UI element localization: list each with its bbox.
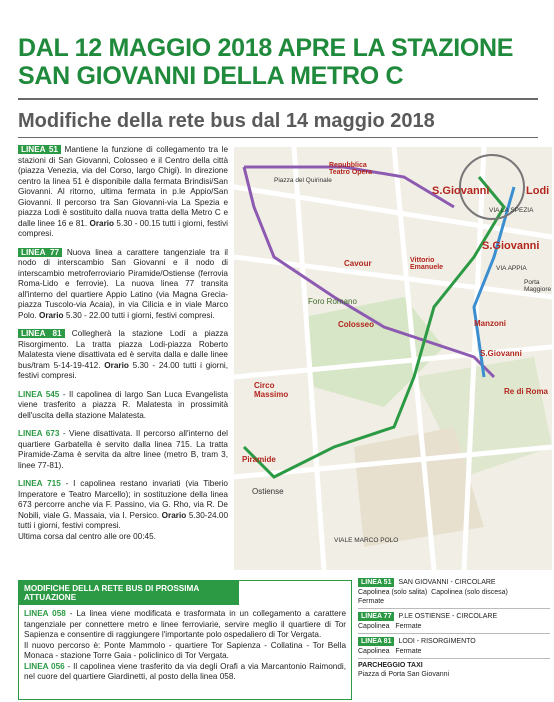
station-repubblica[interactable]: Repubblica Teatro Opera (329, 162, 373, 176)
station-lodi[interactable]: Lodi (526, 185, 550, 197)
legend-line-81-stops: Fermate (395, 648, 422, 655)
line-715-hours-label: Orario (161, 510, 187, 520)
legend-line-51-label: SAN GIOVANNI - CIRCOLARE (398, 579, 496, 586)
subtitle-divider (18, 137, 538, 138)
station-cavour[interactable]: Cavour (344, 259, 372, 268)
legend-line-51-tag: LINEA 51 (358, 578, 394, 587)
legend-taxi-text: Piazza di Porta San Giovanni (358, 671, 450, 678)
line-51-hours-label: Orario (89, 218, 115, 228)
line-77-tag: LINEA 77 (18, 248, 62, 257)
line-058-text: - La linea viene modificata e trasformata in un collegamento a carattere tangenziale per connettere metro e linee ferroviarie, servire meglio il quartiere di Tor Sapienza e consentire di raggiungere l'importante polo ospedaliero di Tor Vergata. (24, 609, 347, 639)
line-changes-list (18, 145, 228, 550)
line-77-hours-label: Orario (38, 310, 64, 320)
title-divider (18, 98, 538, 100)
line-81-hours-label: Orario (104, 360, 129, 370)
legend-taxi-title: PARCHEGGIO TAXI (358, 662, 423, 669)
line-545-tag: LINEA 545 (18, 389, 60, 399)
station-colosseo[interactable]: Colosseo (338, 320, 375, 329)
legend-line-77-terminus: Capolinea (358, 623, 390, 630)
line-81-text: Collegherà la stazione Lodi a piazza Risorgimento. La tratta piazza Lodi-piazza Roberto Malatesta viene disattivata ed è servita dalla e dalle linee bus/tram 5-14-19-412. (18, 329, 229, 370)
page-subtitle: Modifiche della rete bus dal 14 maggio 2018 (18, 110, 435, 132)
line-673-text: - Viene disattivata. Il percorso all'interno del quartiere Garbatella è servito dalla linea 715. La tratta Piramide-Zama è servita da altre linee (metro B, tram 3, linee 77-81). (18, 429, 228, 470)
upcoming-changes-body (19, 605, 351, 687)
line-056-text: - Il capolinea viene trasferito da via degli Orafi a via Marcantonio Raimondi, nel cuore del quartiere Giardinetti, al posto della linea 058. (24, 661, 346, 681)
map-label-la-spezia: VIA LA SPEZIA (489, 207, 534, 214)
station-piramide[interactable]: Piramide (242, 455, 276, 464)
line-715-last-run: Ultima corsa dal centro alle ore 00:45. (18, 531, 156, 541)
line-77-hours: 5.30 - 22.00 tutti i giorni, festivi compresi. (65, 310, 215, 320)
upcoming-changes-header: MODIFICHE DELLA RETE BUS DI PROSSIMA ATTUAZIONE (19, 581, 239, 605)
legend-line-77-label: P.LE OSTIENSE - CIRCOLARE (398, 613, 498, 620)
station-san-giovanni-b[interactable]: S.Giovanni (480, 349, 522, 358)
line-715-text: - I capolinea restano invariati (via Tiberio Imperatore e Teatro Marcello); in sostituzione della linea 673 percorre anche via F. Passino, via G. Rho, via R. De Nobili, viale G. Massaia, via I. Persico. (18, 479, 228, 520)
upcoming-changes-box (18, 580, 352, 700)
line-545-text: - Il capolinea di largo San Luca Evangelista viene trasferito a piazza R. Malatesta in prossimità dell'uscita della stazione Malatesta. (18, 389, 228, 420)
station-re-di-roma[interactable]: Re di Roma (504, 387, 549, 396)
map-label-foro-romano: Foro Romano (308, 297, 357, 306)
line-545-block (18, 390, 228, 422)
line-81-block (18, 329, 228, 382)
map-label-ostiense: Ostiense (252, 487, 284, 496)
line-77-text: Nuova linea a carattere tangenziale tra il nodo di interscambio San Giovanni e il nodo di interscambio metroferroviario Piramide/Ostiense (ferrovia Roma-Lido e ferrovie). La nuova linea 77 transita all'interno del quartiere Appio Latino (via Magna Grecia-piazza Tuscolo-via Acaia), in via Cilicia e in viale Marco Polo. (18, 247, 229, 320)
legend-line-77-tag: LINEA 77 (358, 612, 394, 621)
line-715-block (18, 479, 228, 542)
map-label-porta-maggiore: Porta Maggiore (524, 279, 552, 293)
map-label-marco-polo: VIALE MARCO POLO (334, 537, 399, 544)
line-77-block (18, 248, 228, 322)
line-715-hours: 5.30-24.00 tutti i giorni, festivi compresi. (18, 510, 228, 530)
line-673-tag: LINEA 673 (18, 429, 60, 438)
line-058-tag: LINEA 058 (24, 609, 66, 618)
map-legend (358, 578, 550, 680)
line-51-hours: 5.30 - 00.15 tutti i giorni, festivi compresi. (18, 218, 228, 238)
line-81-tag: LINEA 81 (18, 329, 65, 338)
line-673-block (18, 429, 228, 471)
route-map[interactable] (234, 147, 552, 570)
legend-line-81-label: LODI - RISORGIMENTO (398, 638, 476, 645)
line-715-tag: LINEA 715 (18, 479, 61, 488)
station-san-giovanni-c[interactable]: S.Giovanni (482, 240, 540, 252)
map-label-via-appia: VIA APPIA (496, 265, 527, 272)
legend-line-81-terminus: Capolinea (358, 648, 390, 655)
legend-line-77-stops: Fermate (395, 623, 422, 630)
line-058-route: Il nuovo percorso è: Ponte Mammolo - quartiere Tor Sapienza - Collatina - Tor Bella Monaca - stazione Torre Gaia - policlinico di Tor Vergata. (24, 640, 346, 660)
legend-line-51-start: Capolinea (solo salita) (358, 589, 428, 596)
page-title: DAL 12 MAGGIO 2018 APRE LA STAZIONE SAN GIOVANNI DELLA METRO C (18, 34, 514, 90)
map-label-quirinale: Piazza del Quirinale (274, 177, 332, 184)
legend-line-81-tag: LINEA 81 (358, 637, 394, 646)
top-bar (0, 0, 554, 14)
line-056-tag: LINEA 056 (24, 661, 65, 671)
legend-line-51-end: Capolinea (solo discesa) (431, 589, 508, 596)
legend-line-51-stops: Fermate (358, 598, 385, 605)
station-manzoni[interactable]: Manzoni (474, 319, 506, 328)
line-51-block (18, 145, 228, 240)
station-circo-massimo[interactable]: Circo Massimo (254, 381, 289, 399)
station-san-giovanni-a[interactable]: S.Giovanni (432, 185, 490, 197)
line-51-text: Mantiene la funzione di collegamento tra le stazioni di San Giovanni, Colosseo e il Centro della città (piazza Venezia, via del Corso, largo Chigi). In direzione centro la linea 51 è disponibile dalla fermata Brindisi/San Giovanni. Al ritorno, ultima fermata in p.le Appio/San Giovanni. Il percorso tra San Giovanni-via La Spezia e piazza Lodi è sostituito dalla nuova tratta della Metro C e dalle linee 16 e 81. (18, 145, 228, 228)
line-51-tag: LINEA 51 (18, 145, 61, 154)
station-vittorio-emanuele[interactable]: Vittorio Emanuele (410, 257, 444, 271)
line-81-hours: 5.30 - 24.00 tutti i giorni, festivi compresi. (18, 360, 228, 380)
